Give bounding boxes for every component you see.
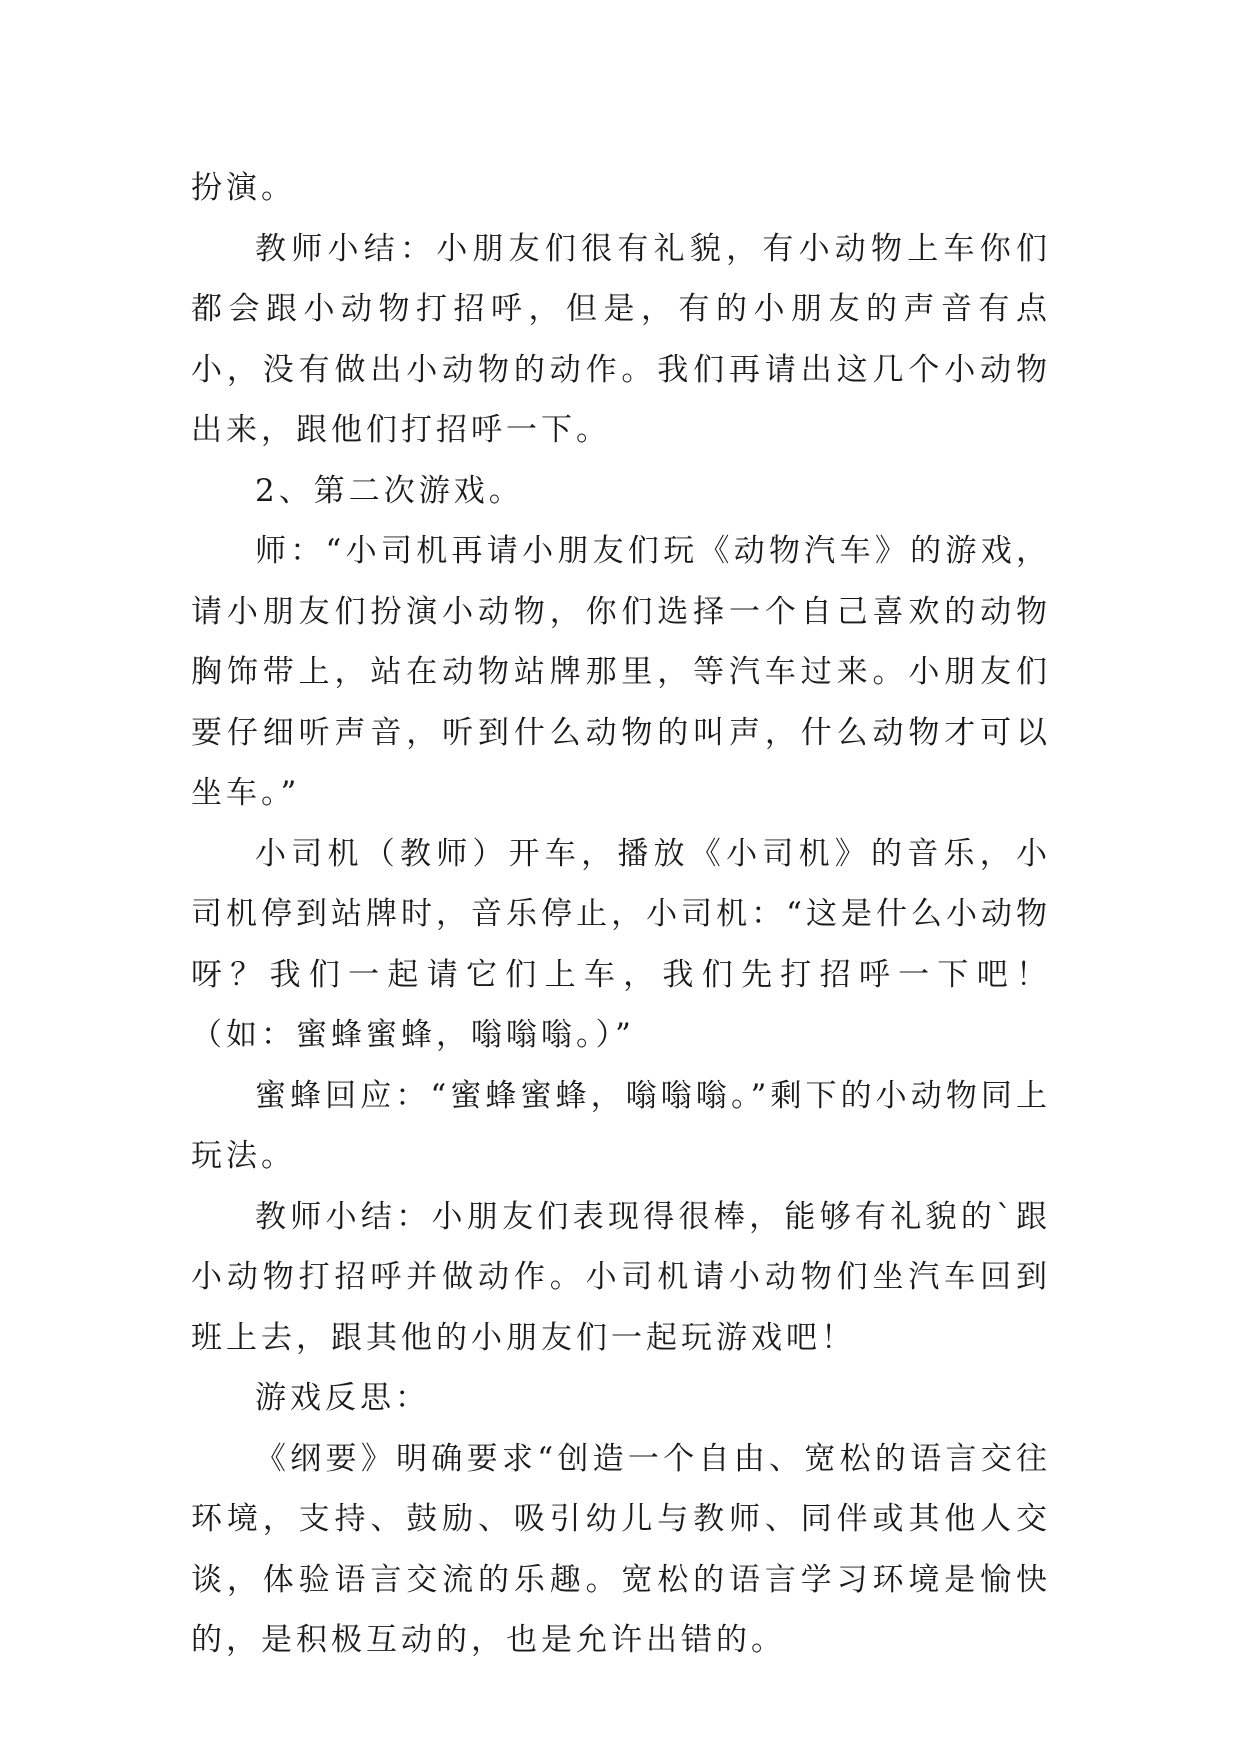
paragraph-reflection-heading: 游戏反思： xyxy=(255,1380,430,1416)
document-page xyxy=(191,158,1051,1671)
paragraph-bee-response: 蜜蜂回应：“蜜蜂蜜蜂，嗡嗡嗡。”剩下的小动物同上玩法。 xyxy=(191,1077,1051,1174)
paragraph-role-play-end: 扮演。 xyxy=(191,170,296,206)
paragraph-teacher-summary-1: 教师小结：小朋友们很有礼貌，有小动物上车你们都会跟小动物打招呼，但是，有的小朋友的声音有点小，没有做出小动物的动作。我们再请出这几个小动物出来，跟他们打招呼一下。 xyxy=(191,230,1051,448)
paragraph-teacher-instruction: 师：“小司机再请小朋友们玩《动物汽车》的游戏，请小朋友们扮演小动物，你们选择一个自己喜欢的动物胸饰带上，站在动物站牌那里，等汽车过来。小朋友们要仔细听声音，听到什么动物的叫声，什么动物才可以坐车。” xyxy=(191,533,1051,811)
paragraph-second-game-heading: 2、第二次游戏。 xyxy=(255,472,524,509)
paragraph-teacher-summary-2: 教师小结：小朋友们表现得很棒，能够有礼貌的`跟小动物打招呼并做动作。小司机请小动物们坐汽车回到班上去，跟其他的小朋友们一起玩游戏吧！ xyxy=(191,1198,1051,1356)
paragraph-reflection-body: 《纲要》明确要求“创造一个自由、宽松的语言交往环境，支持、鼓励、吸引幼儿与教师、同伴或其他人交谈，体验语言交流的乐趣。宽松的语言学习环境是愉快的，是积极互动的，也是允许出错的。 xyxy=(191,1440,1051,1658)
paragraph-driver-plays-music: 小司机（教师）开车，播放《小司机》的音乐，小司机停到站牌时，音乐停止，小司机：“这是什么小动物呀？我们一起请它们上车，我们先打招呼一下吧！（如：蜜蜂蜜蜂，嗡嗡嗡。）” xyxy=(191,835,1051,1053)
